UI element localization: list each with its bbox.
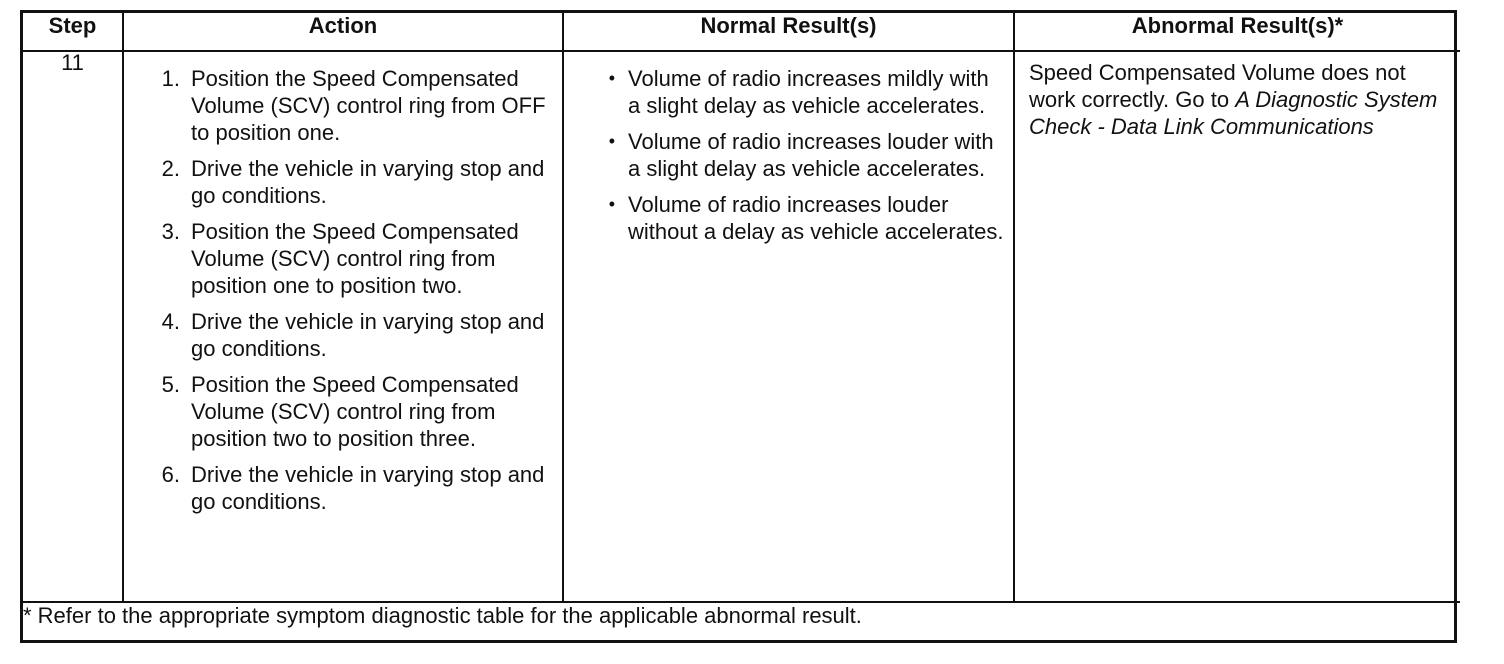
step-cell	[23, 51, 123, 602]
action-text: Drive the vehicle in varying stop and go conditions.	[191, 156, 545, 208]
action-text: Drive the vehicle in varying stop and go conditions.	[191, 309, 545, 361]
action-text: Position the Speed Compensated Volume (SCV) control ring from OFF to position one.	[191, 66, 546, 145]
action-number: 1.	[161, 66, 180, 91]
step-number: 11	[61, 50, 84, 75]
action-item	[124, 308, 554, 362]
action-number: 4.	[161, 309, 180, 334]
header-step: Step	[23, 13, 123, 51]
abnormal-results-cell	[1014, 51, 1460, 602]
bullet-icon: •	[608, 68, 615, 88]
diagnostic-table	[23, 13, 1460, 642]
footnote-row	[23, 602, 1460, 642]
diagnostic-system-check-link[interactable]: A Diagnostic System Check - Data Link Communications	[1029, 87, 1438, 139]
action-item	[124, 461, 554, 515]
bullet-icon: •	[608, 194, 615, 214]
bullet-icon: •	[608, 131, 615, 151]
header-abnormal-results: Abnormal Result(s)*	[1014, 13, 1460, 51]
normal-results-list	[564, 52, 1013, 245]
normal-result-item	[564, 65, 1005, 119]
header-row	[23, 13, 1460, 51]
action-number: 2.	[161, 156, 180, 181]
abnormal-result-text	[1015, 52, 1460, 140]
action-number: 5.	[161, 372, 180, 397]
normal-result-item	[564, 128, 1005, 182]
action-item	[124, 65, 554, 146]
action-item	[124, 155, 554, 209]
action-text: Drive the vehicle in varying stop and go conditions.	[191, 462, 545, 514]
header-action: Action	[123, 13, 563, 51]
abnormal-result-plain: Speed Compensated Volume does not work correctly. Go to	[1029, 60, 1406, 112]
normal-result-item	[564, 191, 1005, 245]
footnote: * Refer to the appropriate symptom diagnostic table for the applicable abnormal result.	[23, 602, 1460, 642]
action-item	[124, 218, 554, 299]
table-row	[23, 51, 1460, 602]
action-list	[124, 52, 562, 515]
action-cell	[123, 51, 563, 602]
diagnostic-table-frame	[20, 10, 1457, 643]
normal-result-text: Volume of radio increases mildly with a slight delay as vehicle accelerates.	[628, 66, 989, 118]
header-normal-results: Normal Result(s)	[563, 13, 1014, 51]
normal-results-cell	[563, 51, 1014, 602]
normal-result-text: Volume of radio increases louder without a delay as vehicle accelerates.	[628, 192, 1004, 244]
action-item	[124, 371, 554, 452]
action-text: Position the Speed Compensated Volume (SCV) control ring from position two to position three.	[191, 372, 519, 451]
action-number: 3.	[161, 219, 180, 244]
action-number: 6.	[161, 462, 180, 487]
action-text: Position the Speed Compensated Volume (SCV) control ring from position one to position two.	[191, 219, 519, 298]
normal-result-text: Volume of radio increases louder with a slight delay as vehicle accelerates.	[628, 129, 994, 181]
